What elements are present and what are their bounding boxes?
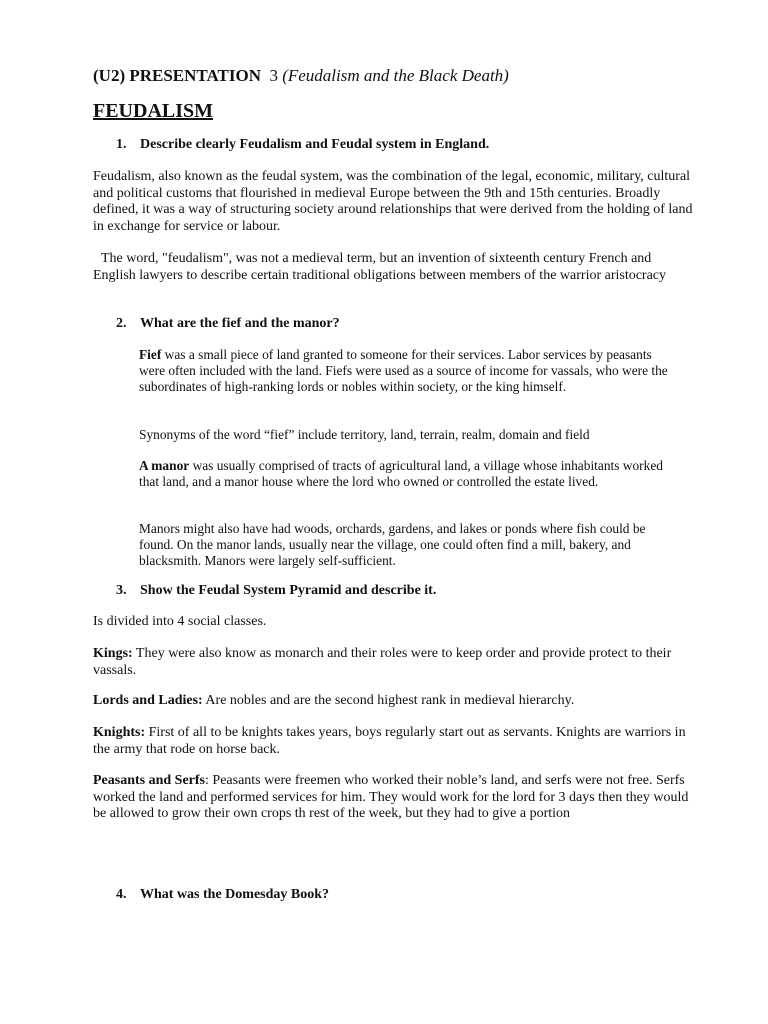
- question-2-number: 2.: [116, 316, 127, 331]
- manor-term: A manor: [139, 458, 190, 473]
- document-title: [93, 66, 509, 86]
- question-4-text: What was the Domesday Book?: [140, 887, 330, 902]
- knights-text: First of all to be knights takes years, boys regularly start out as servants. Knights are warriors in the army that rode on horse back.: [93, 725, 686, 757]
- paragraph-knights: [93, 725, 693, 758]
- title-number: 3: [269, 66, 278, 85]
- question-2-text: What are the fief and the manor?: [140, 316, 340, 331]
- paragraph-feudalism-definition: Feudalism, also known as the feudal system, was the combination of the legal, economic, military, cultural and political customs that flourished in medieval Europe between the 9th and 15th centuries. Broadly defined, it was a way of structuring society around relationships that were derived from the holding of land in exchange for service or labour.: [93, 169, 693, 234]
- peasants-text: : Peasants were freemen who worked their noble’s land, and serfs were not free. Serfs worked the land and performed services for him. They would work for the lord for 3 days then they would be allowed to grow their own crops th rest of the week, but they had to give a portion: [93, 773, 689, 821]
- fief-term: Fief: [139, 347, 162, 362]
- paragraph-social-classes: Is divided into 4 social classes.: [93, 614, 267, 629]
- question-4: [116, 887, 329, 903]
- question-2: [116, 316, 340, 332]
- kings-text: They were also know as monarch and their roles were to keep order and provide protect to their vassals.: [93, 646, 672, 678]
- title-code: (U2) PRESENTATION: [93, 66, 261, 85]
- fief-text: was a small piece of land granted to someone for their services. Labor services by peasants were often included with the land. Fiefs were used as a source of income for vassals, who were the subordinates of high-ranking lords or nobles within society, or the king himself.: [139, 347, 668, 394]
- paragraph-peasants-serfs: [93, 773, 693, 823]
- paragraph-lords-ladies: [93, 693, 693, 710]
- paragraph-manor: [139, 458, 679, 490]
- question-3: [116, 583, 436, 599]
- question-3-text: Show the Feudal System Pyramid and describe it.: [140, 583, 437, 598]
- question-4-number: 4.: [116, 887, 127, 902]
- kings-term: Kings:: [93, 646, 133, 661]
- paragraph-feudalism-word: The word, "feudalism", was not a medieval term, but an invention of sixteenth century French and English lawyers to describe certain traditional obligations between members of the warrior aristocracy: [93, 251, 667, 283]
- question-1-number: 1.: [116, 137, 127, 152]
- knights-term: Knights:: [93, 725, 146, 740]
- peasants-term: Peasants and Serfs: [93, 773, 206, 788]
- question-1: [116, 137, 489, 153]
- paragraph-manor-features: Manors might also have had woods, orchards, gardens, and lakes or ponds where fish could be found. On the manor lands, usually near the village, one could often find a mill, bakery, and blacksmith. Manors were largely self-sufficient.: [139, 521, 646, 568]
- paragraph-fief-synonyms: Synonyms of the word “fief” include territory, land, terrain, realm, domain and field: [139, 427, 590, 442]
- title-topic: (Feudalism and the Black Death): [282, 66, 509, 85]
- section-heading: FEUDALISM: [93, 100, 214, 122]
- question-3-number: 3.: [116, 583, 127, 598]
- paragraph-kings: [93, 646, 693, 679]
- lords-text: Are nobles and are the second highest rank in medieval hierarchy.: [202, 693, 575, 708]
- paragraph-fief: [139, 347, 679, 395]
- lords-term: Lords and Ladies:: [93, 693, 203, 708]
- manor-text: was usually comprised of tracts of agricultural land, a village whose inhabitants worked that land, and a manor house where the lord who owned or controlled the estate lived.: [139, 458, 663, 489]
- question-1-text: Describe clearly Feudalism and Feudal system in England.: [140, 137, 490, 152]
